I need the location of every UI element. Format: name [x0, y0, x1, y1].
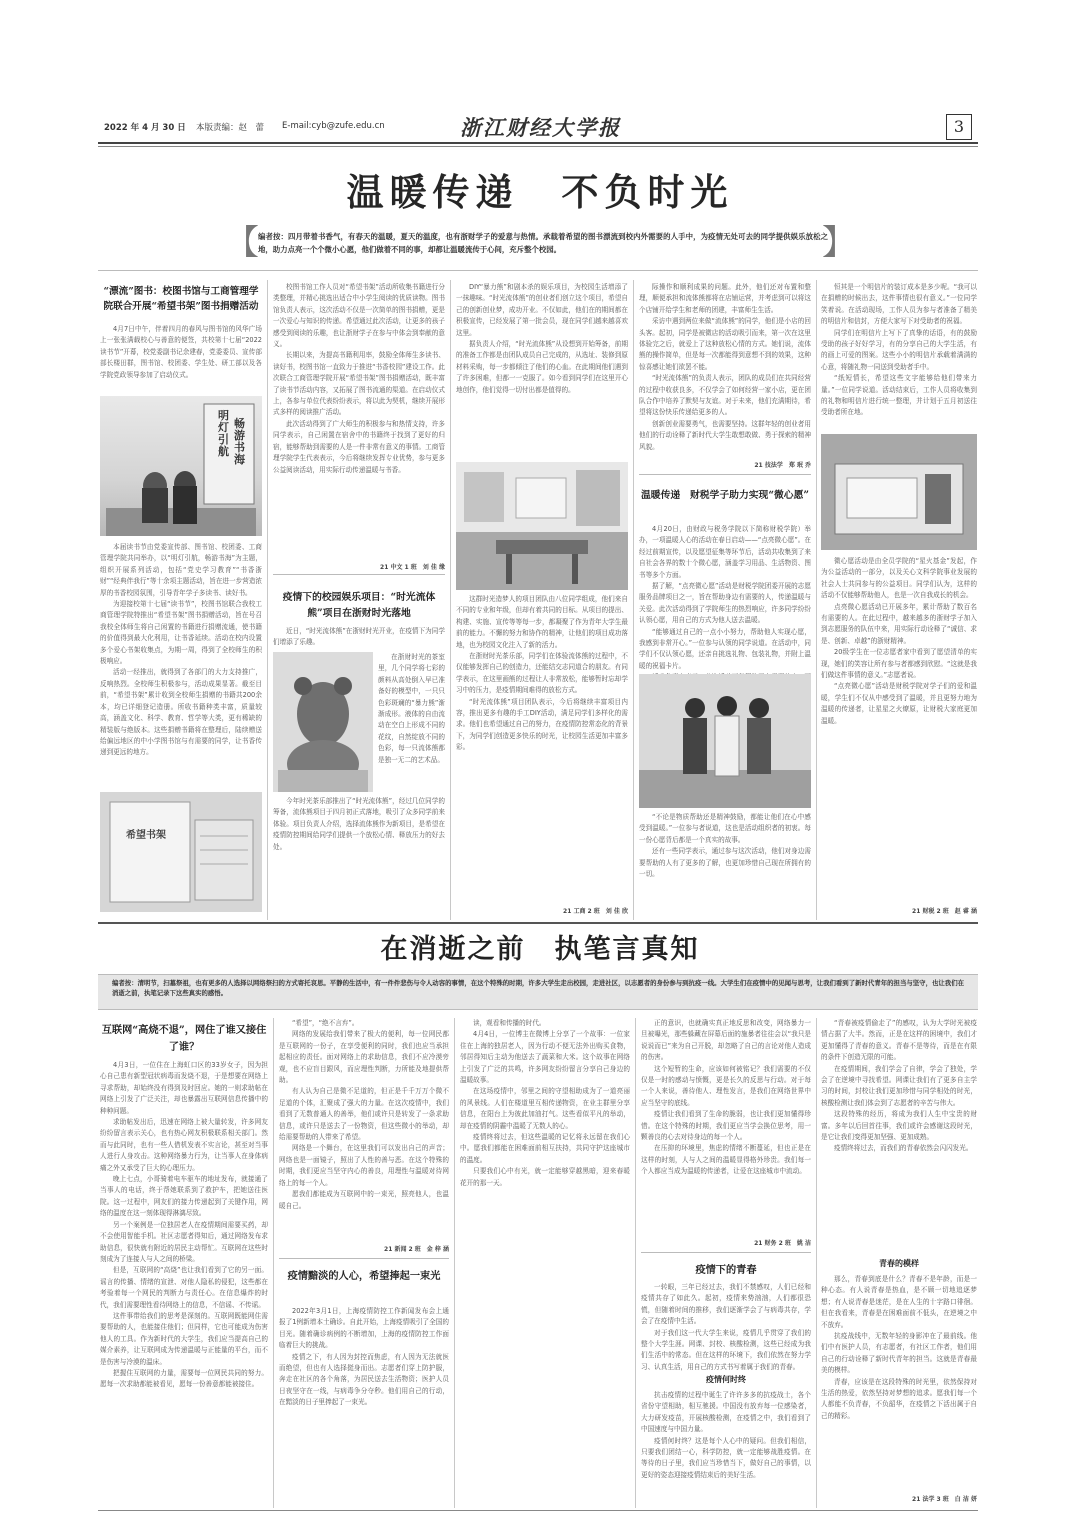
page-bottom-rule — [98, 1510, 978, 1511]
para: “能够通过自己的一点小小努力，帮助他人实现心愿，我感到非常开心。”一位参与认领的同学说道。在活动中，同学们不仅认领心愿，还亲自挑选礼物、包装礼物，并附上温暖的祝福卡片。 — [639, 627, 811, 670]
s2-col-divider-4 — [816, 1018, 817, 1508]
article-pandemic-byline: 21 财务 2 班 姚 洁 — [754, 1240, 811, 1247]
para: “点亮微心愿”活动是财税学院对学子们的爱和温暖，学生们不仅从中感受到了温暖，并且更努力地为温暖的传递者，让星星之火燎原，让财税大家庭更加温暖。 — [821, 682, 977, 725]
para: 据了解，“点亮微心愿”活动是财税学院团委开展的志愿服务品牌项目之一，旨在帮助身边有需要的人，传递温暖与关爱。此次活动得到了学院师生的热烈响应，许多同学纷纷认领心愿，用自己的方式为他人送去温暖。 — [639, 582, 811, 625]
para: 在浙财时光的茶室里，几个同学将七彩的颜料从高处倒入早已准备好的模型中，一只只色彩斑斓的“暴力熊”渐渐成形。液体的自由流动在空白上形成不同的花纹，自然绽放不同的色彩，每一只流体熊都是独一无二的艺术品。 — [378, 653, 445, 764]
masthead: 浙江财经大学报 — [460, 115, 621, 140]
para: 还有一些同学表示，通过参与这次活动，他们对身边需要帮助的人有了更多的了解，也更加珍惜自己现在所拥有的一切。 — [639, 847, 811, 879]
article-light-body-a — [279, 1306, 449, 1504]
para: 一转眼，三年已经过去，我们不禁感叹，人们已经和疫情共存了如此久。起初，疫情来势汹汹，人们都很恐慌，但随着时间的推移，我们逐渐学会了与病毒共存，学会了在疫情中生活。 — [641, 1283, 811, 1326]
para: 这个短暂的生命，应该如何被铭记？我们需要的不仅仅是一时的感动与愤慨，更是长久的反思与行动。对于每一个人来说，善待他人、理性发言，是我们在网络世界中应当坚守的底线。 — [641, 1064, 811, 1107]
para: 4月3日，一位住在上海虹口区的33岁女子，因为担心自己患有新型冠状病毒而发烧不退，于是想要在网络上寻求帮助，却始终没有得到及时回应。她的一则求助帖在网络上引发了广泛关注，却也暴露出互联网信息传播中的种种问题。 — [100, 1061, 268, 1115]
para: 在浙财时光茶乐部，同学们在体验流体熊的过程中，不仅能够发挥自己的创造力，还能结交志同道合的朋友。有同学表示，在这里画熊的过程让人非常放松，能够暂时忘却学习中的压力，是疫情期间难得的放松方式。 — [456, 652, 628, 695]
section1-title: 温暖传递 不负时光 — [346, 170, 734, 214]
article-fluid-bear-title: 疫情下的校园娱乐项目：“时光流体熊”项目在浙财时光落地 — [282, 592, 436, 619]
intro-bracket-left: 【 — [225, 223, 259, 263]
para: 4月7日中午，伴着四月的春风与图书馆的风华广场上一张张满载校心与善意的便签，共校第十七届“2022读书节”开幕，校党委副书记余建春，党委委员、宣传部部长楼田群，图书馆、校团委、学生处、研工部以及各学院党政领导参加了启动仪式。 — [100, 325, 262, 379]
para: 对于我们这一代大学生来说，疫情几乎贯穿了我们的整个大学生涯。网课、封校、核酸检测，这些已经成为我们生活中的常态。但在这样的环境下，我们依然在努力学习、认真生活，用自己的方式书写着属于我们的青春。 — [641, 1328, 811, 1371]
article-youth-subtitle-2: 青春的模样 — [879, 1258, 919, 1268]
article-wish-title: 温暖传递 财税学子助力实现“微心愿” — [640, 490, 810, 501]
article-fluid-bear-body-a — [273, 626, 445, 650]
page-editor: 本版责编：赵 蕾 — [196, 123, 265, 133]
para: 在压抑的环境里，焦虑的情绪不断蔓延，但也正是在这样的时刻，人与人之间的温暖显得格外珍贵。我们每一个人都应当成为温暖的传递者，让爱在这座城市中流动。 — [641, 1144, 811, 1176]
article-youth-subtitle: 疫情何时终 — [706, 1374, 746, 1384]
reading-sign-line1: 明灯引航 — [218, 409, 229, 458]
col-divider-3 — [633, 280, 634, 920]
para: 求助帖发出后，迅速在网络上被大量转发，许多网友纷纷留言表示关心，也有热心网友积极联系相关部门。然而与此同时，也有一些人借机发表不实言论，甚至对当事人进行人身攻击。这种网络暴力行为，让当事人在身体病痛之外又承受了巨大的心理压力。 — [100, 1118, 268, 1172]
article-internet-body-b — [279, 1018, 449, 1242]
para: DIY“暴力熊”和剧本杀的娱乐项目，为校园生活增添了一抹趣味。“时光流体熊”的创业者们创立这个项目，希望自己的创新创业梦，成功开业。不仅如此，他们在的期间都在积极宣传，已经发展了第一批会员，现在同学们越来越喜欢这里。 — [456, 283, 628, 337]
para: 创新创业需要勇气，也需要坚持。这群年轻的创业者用他们的行动诠释了新时代大学生敢想敢做、勇于探索的精神风貌。 — [639, 419, 811, 451]
article-youth-title: 疫情下的青春 — [695, 1264, 757, 1276]
article-library-title: “漂流”图书：校图书馆与工商管理学院联合开展“希望书架”图书捐赠活动 — [103, 286, 259, 312]
col-divider-4 — [816, 280, 817, 920]
issue-date: 2022 年 4 月 30 日 — [104, 123, 186, 133]
para: 抗疫战线中，无数年轻的身影冲在了最前线。他们中有医护人员，有志愿者，有社区工作者，他们用自己的行动诠释了新时代青年的担当。这就是青春最美的模样。 — [821, 1332, 977, 1375]
article-wish-byline: 21 财税 2 班 赵 睿 涵 — [912, 908, 977, 915]
para: 4月20日，由财政与税务学院以下简称财税学院）举办，一项温暖人心的活动在春日启动——“点亮微心愿”。在经过前期宣传，以及愿望征集等环节后，活动共收集到了来自社会各界的数十个微心愿，涵盖学习用品、生活物资、图书等多个方面。 — [639, 525, 811, 579]
s2-col4-rule — [641, 1252, 811, 1253]
para: 另一个案例是一位独居老人在疫情期间需要买药，却不会使用智能手机。社区志愿者得知后，通过网络发布求助信息，很快就有附近的居民主动帮忙。互联网在这些时刻成为了连接人与人之间的桥梁。 — [100, 1220, 268, 1263]
col4-rule — [639, 474, 811, 475]
reading-festival-photo — [100, 396, 262, 536]
cafe-interior-photo — [456, 462, 628, 590]
para: 长期以来，为提高书籍利用率，鼓励全体师生多读书、读好书，校图书馆一直致力于推进“书香校园”建设工作。此次联合工商管理学院开展“希望书架”图书捐赠活动，既丰富了读书节活动内容，又拓展了图书流通的渠道。在启动仪式上，各参与单位代表纷纷表示，将以此为契机，继续开展形式多样的阅读推广活动。 — [273, 351, 445, 417]
article-internet-byline: 21 新闻 2 班 金 梓 涵 — [384, 1246, 449, 1253]
article-library-byline: 21 中文 1 班 刘 佳 缘 — [380, 564, 445, 571]
article-library-body-a — [100, 324, 262, 396]
para: “纸短情长，希望这些文字能够给他们带来力量。”一位同学说道。活动结束后，工作人员将收集到的礼物和明信片进行统一整理，并计划于五月初送往受助者所在地。 — [821, 374, 977, 417]
article-fluid-bear-body-e — [456, 594, 628, 914]
para: 疫情之下，有人因为封控而焦虑，有人因为无法就医而绝望，但也有人选择挺身而出。志愿者们穿上防护服，奔走在社区的各个角落，为居民送去生活物资；医护人员日夜坚守在一线，与病毒争分夺秒。他们用自己的行动，在黯淡的日子里捧起了一束光。 — [279, 1352, 449, 1407]
para: 校图书馆工作人员对“希望书架”活动所收集书籍进行分类整理，并精心挑选出适合中小学生阅读的优质读物。图书馆负责人表示，这次活动不仅是一次简单的图书捐赠，更是一次爱心与知识的传递。希望通过此次活动，让更多的孩子感受到阅读的乐趣，也让浙财学子在参与中体会到奉献的意义。 — [273, 283, 445, 349]
header-rule-thick — [98, 142, 978, 144]
article-pandemic-body-a — [641, 1018, 811, 1236]
para: 抗击疫情的过程中诞生了许许多多的抗疫战士，各个省份守望相助，相互驰援。中国没有放弃每一位感染者，大力研发疫苗，开展核酸检测，在疫情之中，我们看到了中国速度与中国力量。 — [641, 1391, 811, 1434]
article-wish-body-c — [821, 282, 977, 430]
volunteers-photo — [639, 674, 811, 808]
para: 疫情终将过去，而我们的青春依然会闪闪发光。 — [834, 1144, 973, 1153]
para: 愿我们都能成为互联网中的一束光，照亮他人，也温暖自己。 — [279, 1190, 449, 1210]
para: “青春被疫情偷走了”的感叹，认为大学时光被疫情占据了大半。然而，正是在这样的困境中，我们才更加懂得了青春的意义。青春不是等待，而是在有限的条件下创造无限的可能。 — [821, 1019, 977, 1062]
para: 本届读书节由党委宣传部、图书馆、校团委、工商管理学院共同举办，以“明灯引航，畅游书海”为主题，组织开展系列活动，包括“党史学习教育”“书香浙财”“经典伴我行”等十余项主题活动，旨在进一步营造浓厚的书香校园氛围，引导青年学子多读书、读好书。 — [100, 543, 262, 597]
para: 微心愿活动是由全员学院的“星火基金”发起，作为公益活动的一部分，以及关心文科学院事业发展的社会人士共同参与的公益项目。同学们认为，这样的活动不仅能够帮助他人，也是一次自我成长的机会。 — [821, 557, 977, 600]
intro-bracket-right: 】 — [822, 223, 856, 263]
article-wish-body-b — [639, 812, 811, 914]
para: 读，观看和传播的时代。 — [473, 1019, 546, 1027]
page-header — [0, 0, 1080, 160]
para: 为迎接校第十七届“读书节”，校图书馆联合我校工商管理学院特推出“希望书架”图书捐赠活动，旨在号召我校全体师生将自己闲置的书籍进行捐赠流通，使书籍的价值得到最大化利用，让书香延续。活动在校内设置多个爱心书架收集点，为期一周，得到了全校师生的积极响应。 — [100, 600, 262, 666]
para: 4月4日，一位博主在微博上分享了一个故事：一位家住在上海的独居老人，因为行动不便无法外出购买食物，邻居得知后主动为他送去了蔬菜和大米。这个故事在网络上引发了广泛的共鸣，许多网友纷纷留言分享自己身边的温暖故事。 — [460, 1030, 630, 1085]
article-light-body-b — [460, 1018, 630, 1504]
s2-col2-rule — [279, 1258, 449, 1259]
cafe-interior-scene — [456, 462, 628, 590]
para: 20级学生在一位志愿者家中看到了愿望清单的实现，她们的笑容让所有参与者都感到欣慰。“这就是我们做这件事情的意义。”志愿者说。 — [821, 648, 977, 680]
para: 这群时光造梦人的项目团队由八位同学组成，他们来自不同的专业和年级，但却有着共同的目标。从项目的提出、构建、实施、宣传等等每一步，都凝聚了作为青年大学生最前的能力。不懈的努力和协作的精神，让他们的项目成功落地，也为校园文化注入了新的活力。 — [456, 595, 628, 649]
section1-intro: 编者按：四月带着书香气，有春天的温暖，夏天的温度，也有浙财学子的爱意与热情。承载着希望的图书漂流到校内外需要的人手中，为疫情无处可去的同学提供娱乐放松之地，助力点亮一个个微小心愿，他们做着不同的事，却都让温暖流传于心间，充斥整个校园。 — [258, 232, 828, 254]
para: “时光流体熊”的负责人表示，团队的成员们在共同经营的过程中收获良多，不仅学会了如何经营一家小店，更在团队合作中培养了默契与友谊。对于未来，他们充满期待，希望将这份快乐传递给更多的人。 — [639, 374, 811, 417]
para: 有人认为自己是微不足道的，但正是千千万万个微不足道的个体，汇聚成了强大的力量。在这次疫情中，我们看到了无数普通人的善举，他们或许只是转发了一条求助信息，或许只是送去了一份物资，但这些微小的举动，却给需要帮助的人带来了希望。 — [279, 1087, 449, 1142]
col-divider-1 — [267, 280, 268, 920]
article-library-body-b — [100, 542, 262, 787]
para: 网络的发展给我们带来了极大的便利，每一位网民都是互联网的一份子，在享受便利的同时，我们也应当承担起相应的责任。面对网络上的求助信息，我们不应冷漠旁观，也不应盲目跟风，而应理性判断，力所能及地提供帮助。 — [279, 1030, 449, 1085]
article-youth-byline: 21 法学 3 班 白 洁 妍 — [912, 1496, 977, 1503]
para: 只要我们心中有光，就一定能够穿越黑暗，迎来春暖花开的那一天。 — [460, 1167, 630, 1187]
para: 点亮微心愿活动已开展多年，累计帮助了数百名有需要的人。在此过程中，越来越多的浙财学子加入到志愿服务的队伍中来，用实际行动诠释了“诚信、求是、创新、卓越”的浙财精神。 — [821, 602, 977, 645]
fluid-bear-scene — [273, 652, 373, 792]
para: 疫情让我们看到了生命的脆弱，也让我们更加懂得珍惜。在这个特殊的时期，我们更应当学会换位思考，用一颗善良的心去对待身边的每一个人。 — [641, 1110, 811, 1142]
fluid-bear-photo — [273, 652, 373, 792]
para: 近日，“时光流体熊”在浙财时光开业，在疫情下为同学们增添了乐趣。 — [273, 627, 445, 647]
para: 今年时光茶乐部推出了“时光流体熊”，经过几位同学的筹备，流体熊项目于四月初正式落地，吸引了众多同学前来体验。项目负责人介绍，选择流体熊作为新项目，是希望在疫情防控期间给同学们提供一个放松心情、释放压力的好去处。 — [273, 797, 445, 851]
hope-bookshelf-photo — [100, 792, 262, 912]
para: 在疫情期间，我们学会了自律，学会了独处，学会了在逆境中寻找希望。网课让我们有了更多自主学习的时间，封校让我们更加珍惜与同学相处的时光，核酸检测让我们体会到了志愿者的辛苦与伟大。 — [821, 1064, 977, 1107]
article-light-title: 疫情黯淡的人心，希望捧起一束光 — [287, 1270, 441, 1282]
page-number: 3 — [953, 117, 965, 136]
gift-photo — [821, 434, 977, 550]
section-divider — [98, 922, 978, 924]
article-youth-body-d — [821, 1274, 977, 1492]
article-youth-body-a — [641, 1282, 811, 1370]
article-fluid-bear-byline-2: 21 技法学 郑 珉 乔 — [754, 462, 811, 469]
article-fluid-bear-body-c — [273, 796, 445, 914]
article-wish-body-a — [639, 524, 811, 670]
para: 青春，应该是在这段特殊的时光里，依然保持对生活的热爱，依然坚持对梦想的追求。愿我们每一个人都能不负青春，不负韶华，在疫情之下活出属于自己的精彩。 — [821, 1377, 977, 1420]
para: 那么，青春到底是什么？青春不是年龄，而是一种心态。有人说青春是热血，是不顾一切地追逐梦想；有人说青春是迷茫，是在人生的十字路口徘徊。但在我看来，青春是在困难面前不低头，在逆境之中不放弃。 — [821, 1275, 977, 1329]
para: 这段特殊的经历，将成为我们人生中宝贵的财富。多年以后回首往事，我们或许会感谢这段时光，是它让我们变得更加坚强、更加成熟。 — [821, 1110, 977, 1142]
para: 活动一经推出，就得到了各部门的大力支持推广，反响热烈。全校师生积极参与，活动成果显著。截至目前，“希望书架”累计收到全校师生捐赠的书籍共200余本，均已详细登记造册。所收书籍种类丰富，质量较高，涵盖文化、科学、教育、哲学等大类，更有稀缺的精装版与绝版本。这些捐赠书籍将在整理后，陆续赠送给偏远地区的中小学图书馆与有需要的同学，让书香传递到更远的地方。 — [100, 668, 262, 757]
para: “不论是物质帮助还是精神鼓励，都能让他们在心中感受到温暖。”一位参与者说道，这也是活动组织者的初衷。每一份心愿背后都是一个真实的故事。 — [639, 813, 811, 844]
section1-top-rule — [98, 270, 978, 271]
bookshelf-scene — [100, 792, 262, 912]
para: 但是，互联网的“高烧”也让我们看到了它的另一面。谣言的传播、情绪的宣泄、对他人隐私的侵犯，这些都在考验着每一个网民的判断力与责任心。在信息爆炸的时代，我们需要理性看待网络上的信息，不信谣、不传谣。 — [100, 1266, 268, 1309]
article-youth-body-c — [821, 1018, 977, 1254]
article-fluid-bear-body-b — [378, 652, 445, 792]
para: 据负责人介绍，“时光流体熊”从设想到开始筹备，前期的准备工作都是由团队成员自己完成的，从选址、装修到原材料采购，每一步都倾注了他们的心血。在此期间他们遇到了许多困难，但都一一克服了。如今看到同学们在这里开心地创作，他们觉得一切付出都是值得的。 — [456, 340, 628, 394]
col-divider-2 — [450, 280, 451, 920]
s2-col-divider-2 — [454, 1018, 455, 1508]
bookshelf-label: 希望书架 — [126, 830, 166, 841]
para: 网络是一个舞台，在这里我们可以发出自己的声音；网络也是一面镜子，照出了人性的善与恶。在这个特殊的时期，我们更应当坚守内心的善良，用理性与温暖对待网络上的每一个人。 — [279, 1144, 449, 1187]
para: “时光流体熊”项目团队表示，今后将继续丰富项目内容，推出更多有趣的手工DIY活动，满足同学们多样化的需求。他们也希望通过自己的努力，在疫情防控常态化的背景下，为同学们创造更多快乐的时光，让校园生活更加丰富多彩。 — [456, 697, 628, 752]
section2-intro: 编者按：清明节，扫墓祭祖，也有更多的人选择以网络祭扫的方式寄托哀思。平静的生活中，有一件件悲伤与令人动容的事情，在这个特殊的时期，许多大学生走出校园，走进社区，以志愿者的身份参与到抗疫一线。大学生们在疫情中的见闻与思考，让我们看到了新时代青年的担当与坚守，也让我们在消逝之前，执笔记录下这些真实的感悟。 — [112, 979, 964, 998]
para: “希望”，“绝不言弃”。 — [292, 1019, 359, 1027]
para: 采访中遇到两位来做“流体熊”的同学，他们是小店的回头客。起初，同学是被微店的活动吸引而来，第一次在这里体验完之后，就爱上了这种放松心情的方式。她们说，流体熊的操作简单，但是每一次都能得到意想不到的效果，这种惊喜感让她们欲罢不能。 — [639, 317, 811, 371]
s2-col-divider-3 — [635, 1018, 636, 1508]
editor-email: E-mail:cyb@zufe.edu.cn — [282, 121, 385, 131]
para: 同学们在明信片上写下了真挚的话语，有的鼓励受助的孩子好好学习，有的分享自己的大学生活，有的画上可爱的图案。这些小小的明信片承载着满满的心意，将随礼物一同送到受助者手中。 — [821, 328, 977, 371]
para: 在这场疫情中，邻里之间的守望相助成为了一道亮丽的风景线。人们在楼道里互相传递物资，在业主群里分享信息，在阳台上为彼此加油打气。这些看似平凡的举动，却在疫情的阴霾中温暖了无数人的心。 — [460, 1087, 630, 1130]
article-fluid-bear-byline: 21 工商 2 班 刘 佳 欣 — [563, 908, 628, 915]
page-number-box — [946, 114, 972, 140]
para: 2022年3月1日，上海疫情防控工作新闻发布会上通报了1例新增本土确诊。自此开始，上海疫情吸引了全国的目光。随着确诊病例的不断增加，上海的疫情防控工作面临着巨大的挑战。 — [279, 1307, 449, 1350]
article-internet-title: 互联网“高烧不退”，网住了谁又接住了谁？ — [101, 1024, 267, 1053]
para: 恒其是一个明信片的装订成本是多少呢。“我可以在捐赠的时候出去，这件事情也很有意义。”一位同学笑着说。在活动现场，工作人员为参与者准备了精美的明信片和信封，方便大家写下对受助者的祝福。 — [821, 283, 977, 326]
para: 际操作和顺利成果的问题。此外，他们还对布置和整理，顺便承担和流体熊都将在店铺运营，并考虑到可以将这个店铺开给学生和老师的团建，丰富师生生活。 — [639, 283, 811, 314]
article-library-body-c — [273, 282, 445, 560]
para: 这件事带给我们的思考是深刻的。互联网既能网住需要帮助的人，也能接住他们；但同样，它也可能成为伤害他人的工具。作为新时代的大学生，我们应当提高自己的媒介素养，让互联网成为传递温暖与正能量的平台，而不是伤害与冷漠的温床。 — [100, 1311, 268, 1366]
para: 正的意识，也就确实真正地反思和改变，网络暴力一旦被曝光，那些躲藏在屏幕后面的施暴者往往会以“我只是说说而已”来为自己开脱，却忽略了自己的言论对他人造成的伤害。 — [641, 1019, 811, 1062]
section2-title: 在消逝之前 执笔言真知 — [380, 934, 700, 965]
header-rule-thin — [98, 146, 978, 147]
col2-rule — [273, 574, 445, 575]
para: 疫情何时终？这是每个人心中的疑问。但我们相信，只要我们团结一心，科学防控，就一定能够战胜疫情。在等待的日子里，我们应当珍惜当下，做好自己的事情，以更好的姿态迎接疫情结束后的美好生活。 — [641, 1436, 811, 1479]
s2-col-divider-1 — [273, 1018, 274, 1508]
article-fluid-bear-body-f — [639, 282, 811, 458]
article-youth-body-b — [641, 1390, 811, 1504]
para: 把握住互联网的力量，需要每一位网民共同的努力。愿每一次求助都能被看见，愿每一份善意都能被接住。 — [100, 1368, 268, 1389]
gift-scene — [821, 434, 977, 550]
para: 疫情终将过去，但这些温暖的记忆将永远留在我们心中。愿我们都能在困难面前相互扶持，共同守护这座城市的温度。 — [460, 1133, 630, 1164]
para: 晚上七点，小哥骑着电车驱车的地址发布，就接通了当事人的电话，终于帮她联系到了救护车，把她送往医院。这一过程中，网友们的接力传递起到了关键作用，网络的温度在这一刻体现得淋漓尽致。 — [100, 1175, 268, 1218]
article-fluid-bear-body-d — [456, 282, 628, 460]
article-internet-body-a — [100, 1060, 268, 1504]
para: 此次活动得到了广大师生的积极参与和热情支持，许多同学表示，自己闲置在宿舍中的书籍终于找到了更好的归宿，能够帮助到需要的人是一件非常有意义的事情。工商管理学院学生代表表示，今后将继续发挥专业优势，参与更多公益阅读活动，用实际行动传递温暖与书香。 — [273, 419, 445, 474]
volunteers-scene — [639, 674, 811, 808]
reading-sign-line2: 畅游书海 — [234, 417, 245, 466]
article-wish-body-d — [821, 556, 977, 902]
